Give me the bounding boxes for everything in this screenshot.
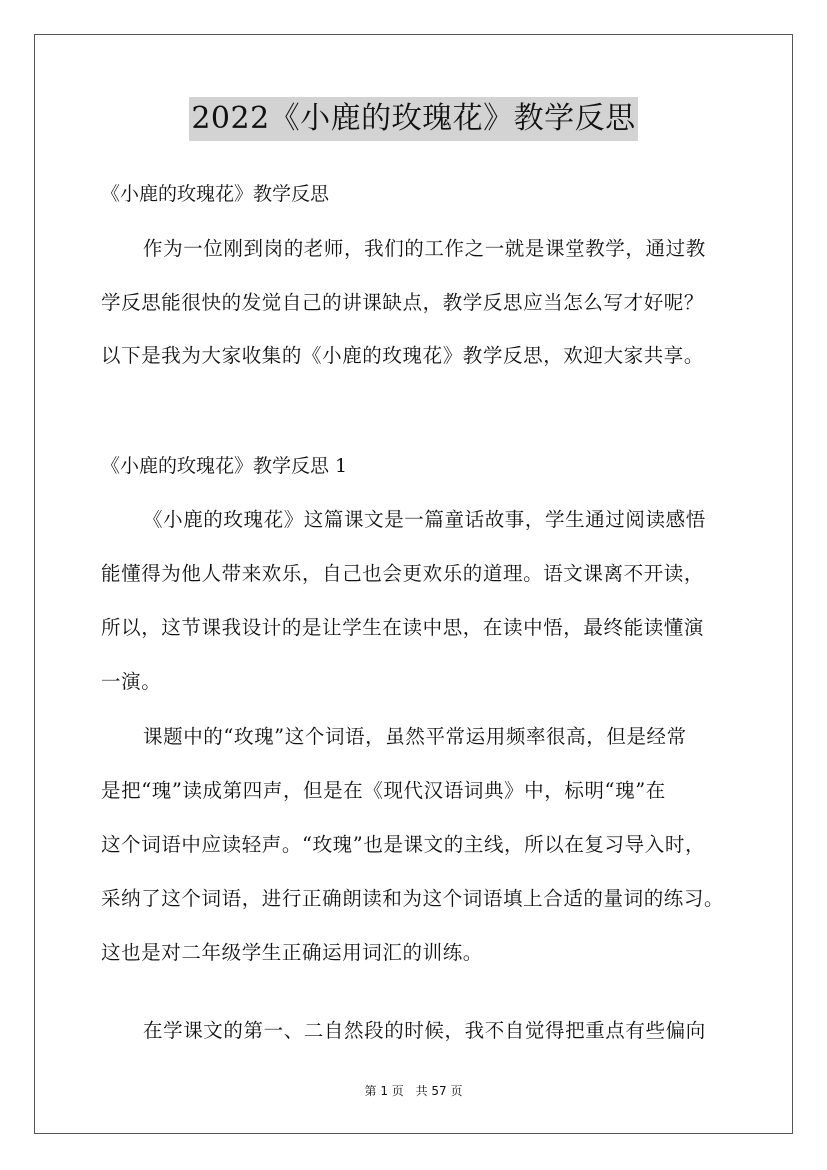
paragraph-line: 作为一位刚到岗的老师，我们的工作之一就是课堂教学，通过教	[143, 237, 706, 260]
page-total: 共 57 页	[415, 1084, 463, 1098]
paragraph-line: 所以，这节课我设计的是让学生在读中思，在读中悟，最终能读懂演	[101, 616, 705, 639]
paragraph-line: 课题中的“玫瑰”这个词语，虽然平常运用频率很高，但是经常	[143, 725, 687, 748]
paragraph-line: 学反思能很快的发觉自己的讲课缺点，教学反思应当怎么写才好呢？	[101, 291, 705, 314]
section-heading: 《小鹿的玫瑰花》教学反思 1	[101, 455, 348, 477]
paragraph-line: 采纳了这个词语，进行正确朗读和为这个词语填上合适的量词的练习。	[101, 887, 725, 910]
document-title: 2022《小鹿的玫瑰花》教学反思	[189, 97, 637, 141]
title-wrap	[0, 97, 827, 141]
paragraph-line: 在学课文的第一、二自然段的时候，我不自觉得把重点有些偏向	[143, 1019, 706, 1042]
page-number: 第 1 页	[364, 1084, 404, 1098]
paragraph-line: 这也是对二年级学生正确运用词汇的训练。	[101, 941, 483, 964]
paragraph-line: 以下是我为大家收集的《小鹿的玫瑰花》教学反思，欢迎大家共享。	[101, 344, 705, 367]
page-footer	[0, 1083, 827, 1099]
paragraph-line: 《小鹿的玫瑰花》这篇课文是一篇童话故事，学生通过阅读感悟	[143, 508, 706, 531]
document-subtitle: 《小鹿的玫瑰花》教学反思	[101, 183, 330, 205]
paragraph-line: 能懂得为他人带来欢乐，自己也会更欢乐的道理。语文课离不开读，	[101, 562, 705, 585]
paragraph-line: 这个词语中应读轻声。“玫瑰”也是课文的主线，所以在复习导入时，	[101, 833, 706, 856]
paragraph-line: 一演。	[101, 670, 162, 693]
paragraph-line: 是把“瑰”读成第四声，但是在《现代汉语词典》中，标明“瑰”在	[101, 779, 666, 802]
